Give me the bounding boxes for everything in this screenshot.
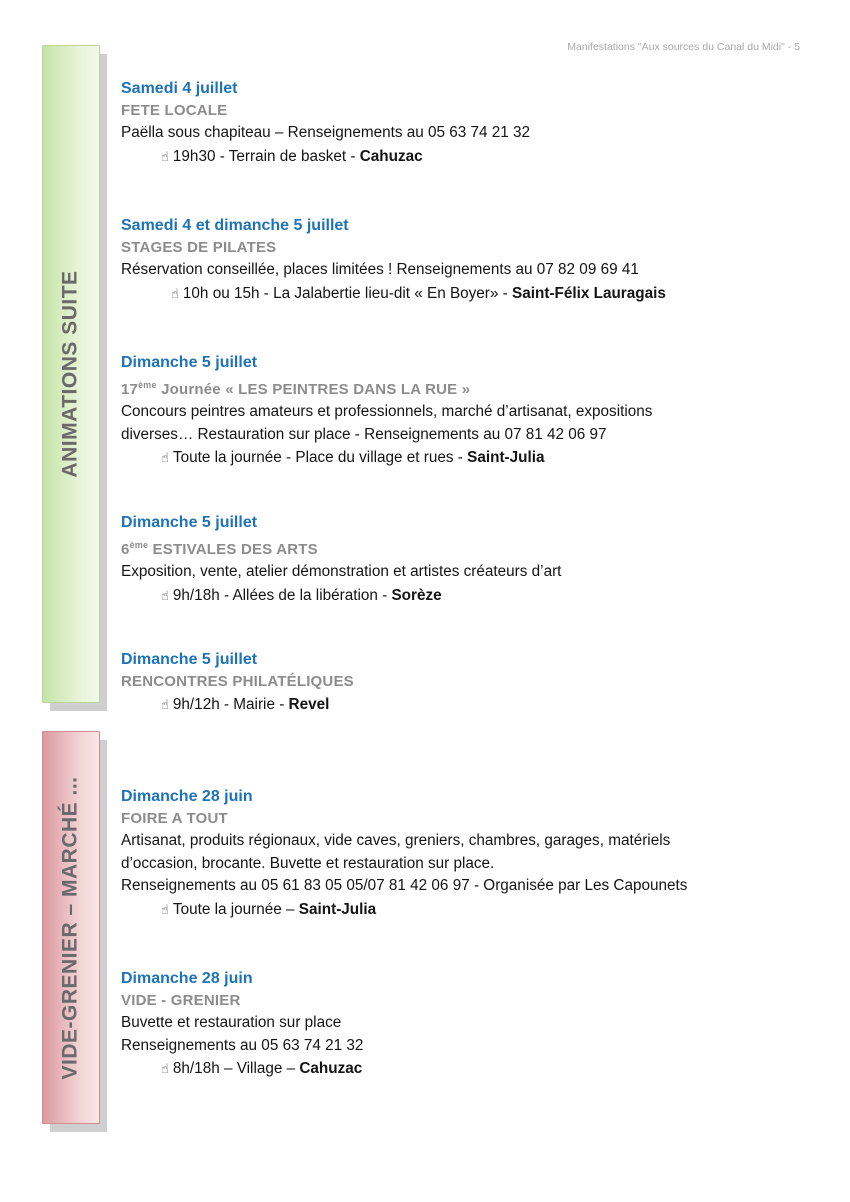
event-date: Dimanche 5 juillet [121,354,258,371]
page-header: Manifestations "Aux sources du Canal du Midi" - 5 [567,41,800,53]
event-time-location: 19h30 - Terrain de basket - [172,147,360,165]
event-date: Dimanche 5 juillet [121,514,258,531]
pointing-hand-icon: ☝ [161,697,169,712]
event-description: Réservation conseillée, places limitées ! Renseignements au 07 82 09 69 41 [121,261,639,278]
event-title: STAGES DE PILATES [121,239,277,256]
event-title [121,534,821,561]
event-item [121,649,821,716]
event-description: diverses… Restauration sur place - Renseignements au 07 81 42 06 97 [121,425,607,443]
event-place: Cahuzac [299,1060,363,1077]
event-place: Saint-Julia [298,900,377,918]
event-time-location: Toute la journée – [172,900,299,918]
event-title: FOIRE A TOUT [121,810,228,827]
event-time-location: 8h/18h – Village – [172,1060,300,1077]
event-title-suffix: ème [138,380,157,390]
event-time-location: Toute la journée - Place du village et rues - [172,449,468,466]
event-time-location: 9h/12h - Mairie - [172,696,289,713]
section-tab-vide-grenier [42,731,100,1124]
pointing-hand-icon: ☝ [161,1061,169,1076]
event-title-text: Journée « LES PEINTRES DANS LA RUE » [156,381,471,398]
event-title-suffix: ème [129,540,149,550]
event-title: VIDE - GRENIER [121,992,241,1009]
event-item [121,968,821,1080]
event-place: Saint-Félix Lauragais [512,284,666,302]
event-item [121,352,821,469]
event-detail [121,282,821,305]
event-time-location: 9h/18h - Allées de la libération - [172,586,392,604]
event-description: Exposition, vente, atelier démonstration et artistes créateurs d’art [121,563,562,580]
event-date: Dimanche 5 juillet [121,651,258,668]
pointing-hand-icon: ☝ [161,901,169,917]
event-title [121,374,821,401]
event-place: Revel [288,696,330,713]
section-tab-label: ANIMATIONS SUITE [59,270,82,478]
event-date: Samedi 4 juillet [121,80,238,97]
event-item [121,512,821,607]
event-detail [121,898,821,921]
event-detail [121,693,821,716]
event-place: Cahuzac [359,147,423,165]
event-title: FETE LOCALE [121,102,228,119]
pointing-hand-icon: ☝ [161,450,169,465]
event-time-location: 10h ou 15h - La Jalabertie lieu-dit « En Boyer» - [182,284,513,302]
event-date: Dimanche 28 juin [121,970,253,987]
event-date: Samedi 4 et dimanche 5 juillet [121,217,349,234]
event-description: d’occasion, brocante. Buvette et restauration sur place. [121,854,495,872]
event-title-text: ESTIVALES DES ARTS [148,541,318,558]
pointing-hand-icon: ☝ [171,285,179,301]
section-tab-label: VIDE-GRENIER – MARCHÉ ... [59,775,83,1080]
event-description: Paëlla sous chapiteau – Renseignements au 05 63 74 21 32 [121,124,531,141]
event-detail [121,145,821,168]
event-item [121,78,821,168]
event-title: RENCONTRES PHILATÉLIQUES [121,673,354,690]
event-description: Renseignements au 05 61 83 05 05/07 81 42 06 97 - Organisée par Les Capounets [121,877,688,894]
event-item [121,786,821,921]
event-place: Sorèze [391,586,442,604]
event-title-number: 17 [121,381,139,398]
event-description: Artisanat, produits régionaux, vide caves, greniers, chambres, garages, matériels [121,832,671,849]
event-detail [121,446,821,469]
event-description: Concours peintres amateurs et professionnels, marché d’artisanat, expositions [121,403,653,420]
pointing-hand-icon: ☝ [161,148,169,164]
event-description: Buvette et restauration sur place [121,1014,342,1031]
event-item [121,215,821,305]
event-description: Renseignements au 05 63 74 21 32 [121,1036,364,1054]
event-detail [121,584,821,607]
event-detail [121,1057,821,1080]
pointing-hand-icon: ☝ [161,587,169,603]
section-tab-animations [42,45,100,703]
event-place: Saint-Julia [467,449,545,466]
event-title-number: 6 [121,541,130,558]
event-date: Dimanche 28 juin [121,788,253,805]
